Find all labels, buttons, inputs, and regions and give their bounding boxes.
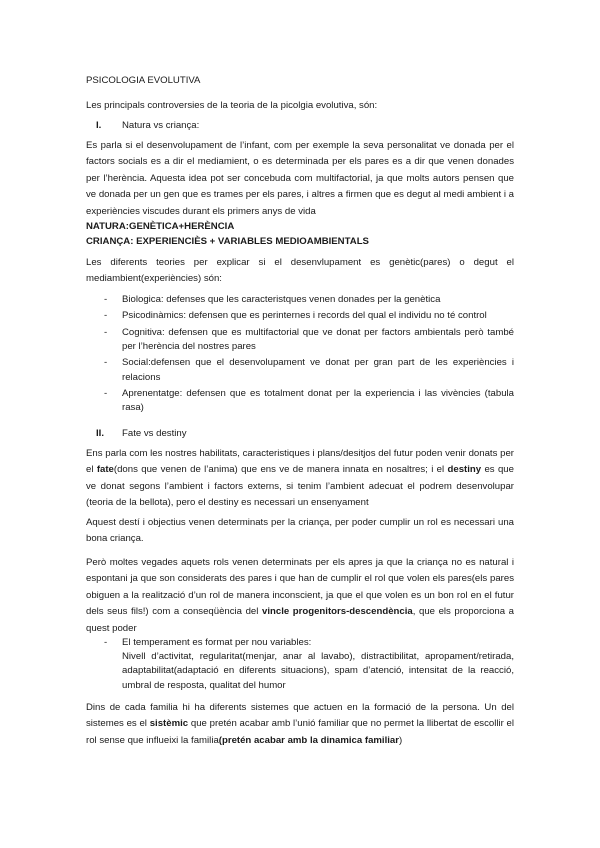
- dash-bullet: -: [104, 637, 108, 648]
- text-run: ): [399, 734, 403, 746]
- text-run: es que ve donat segons l’ambient i factors externs, si tenim l’ambient adecuat el podrem desenvolupar (teoria de la bellota), pero el destiny es necessari un ensenyament: [86, 464, 514, 509]
- temperament-intro: El temperament es format per nou variables:: [122, 637, 312, 648]
- fate-term: fate: [96, 464, 114, 476]
- bond-term: vincle progenitors-descendència: [262, 606, 413, 618]
- section1-heading: Natura vs criança:: [122, 120, 200, 131]
- roles-paragraph: [86, 555, 514, 637]
- text-run: Ens parla com les nostres habilitats, caracteristiques i plans/desitjos del futur poden venir donats per el: [86, 448, 514, 476]
- list-item: [104, 326, 514, 354]
- destiny-objectives-paragraph: Aquest destí i objectius venen determinats per la criança, per poder cumplir un rol es necessari una bona criança.: [86, 517, 514, 545]
- section1-paragraph: Es parla si el desenvolupament de l’infant, com per exemple la seva personalitat ve donada per el factors socials es a dir el mediamient, o es determinada per els pares es a dir que venen donades per l’herència. Aquesta idea pot ser concebuda com multifactorial, ja que molts autors pensen que ve donada per un gen que es trames per els pares, i altres a firmen que es degut al medi ambient i a experiències viscudes durant els primers anys de vida: [86, 140, 514, 217]
- natura-label: NATURA:GENÈTICA+HERÈNCIA: [86, 221, 235, 232]
- list-item-text: Psicodinàmics: defensen que es perinternes i records del qual el individu no té control: [122, 310, 487, 322]
- temperament-variables: Nivell d’activitat, regularitat(menjar, anar al lavabo), distractibilitat, apropament/retirada, adaptabilitat(adaptació en diferents situacions), spam d’atenció, intensitat de la reacció, umbral de resposta, qualitat del humor: [122, 651, 514, 691]
- list-item-text: Cognitiva: defensen que es multifactorial que ve donat per factors ambientals però també per l’herència del nostres pares: [122, 326, 514, 352]
- text-run: Però moltes vegades aquets rols venen determinats per els apres ja que la criança no es natural i espontani ja que son considerats des pares i que han de cumplir el rol que volen els pares(els pares obiguen a la realització d’un rol de manera inconscient, ja que el que volen es un bon rol en el futur dels seus fils!) com a conseqüència del: [86, 557, 514, 618]
- dash-bullet: -: [104, 310, 108, 322]
- text-run: que pretén acabar amb l’unió familiar que no permet la llibertat de escollir el rol sense que influeixi la familia: [86, 718, 515, 746]
- family-dynamics-term: (pretén acabar amb la dinamica familiar: [218, 734, 400, 746]
- list-item-text: Social:defensen que el desenvolupament ve donat per gran part de les experiències i relacions: [122, 357, 514, 383]
- text-run: Dins de cada familia hi ha diferents sistemes que actuen en la formació de la persona. Un del sistemes es el: [86, 702, 514, 730]
- list-item: [104, 387, 514, 415]
- list-item: [104, 636, 514, 693]
- section2-number: II.: [96, 428, 104, 439]
- dash-bullet: -: [104, 387, 108, 399]
- theories-list: [104, 293, 514, 418]
- fate-destiny-paragraph: [86, 446, 514, 512]
- destiny-term: destiny: [447, 464, 482, 476]
- list-item: [104, 356, 514, 384]
- theories-intro: Les diferents teories per explicar si el desenvlupament es genètic(pares) o degut el mediambient(experiències) són:: [86, 257, 514, 285]
- dash-bullet: -: [104, 357, 108, 369]
- list-item: [104, 309, 514, 323]
- temperament-list: [104, 636, 514, 695]
- section2-heading: Fate vs destiny: [122, 428, 187, 439]
- family-systems-paragraph: [86, 700, 514, 749]
- text-run: (dons que venen de l’anima) que ens ve de manera innata en nosaltres; i el: [113, 464, 448, 476]
- systemic-term: sistèmic: [149, 718, 189, 730]
- intro-text: Les principals controversies de la teoria de la picolgia evolutiva, són:: [86, 100, 378, 111]
- crianca-label: CRIANÇA: EXPERIENCIÈS + VARIABLES MEDIOAMBIENTALS: [86, 236, 369, 247]
- list-item: [104, 293, 514, 307]
- document-title: PSICOLOGIA EVOLUTIVA: [86, 75, 201, 86]
- dash-bullet: -: [104, 294, 108, 305]
- section1-number: I.: [96, 120, 102, 131]
- text-run: , que els proporciona a quest poder: [86, 606, 514, 634]
- list-item-text: Aprenentatge: defensen que es totalment donat per la experiencia i las vivències (tabula rasa): [122, 387, 514, 414]
- dash-bullet: -: [104, 326, 108, 338]
- list-item-text: Biologica: defenses que les caracteristques venen donades per la genètica: [122, 294, 441, 305]
